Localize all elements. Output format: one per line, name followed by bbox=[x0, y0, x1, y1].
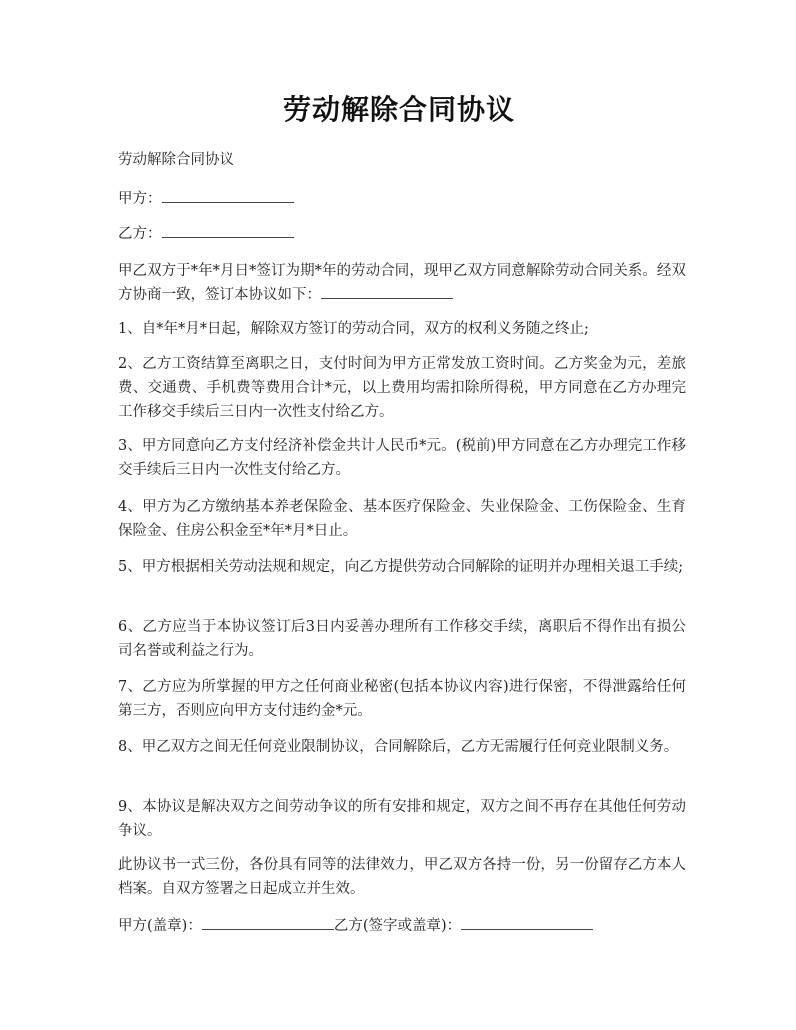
clause-2: 2、乙方工资结算至离职之日，支付时间为甲方正常发放工资时间。乙方奖金为元，差旅费、交通费、手机费等费用合计*元，以上费用均需扣除所得税，甲方同意在乙方办理完工作移交手续后三日内一次性支付给乙方。 bbox=[118, 356, 686, 420]
clause-7: 7、乙方应为所掌握的甲方之任何商业秘密(包括本协议内容)进行保密，不得泄露给任何第三方，否则应向甲方支付违约金*元。 bbox=[118, 679, 686, 719]
closing-paragraph: 此协议书一式三份，各份具有同等的法律效力，甲乙双方各持一份，另一份留存乙方本人档案。自双方签署之日起成立并生效。 bbox=[118, 857, 686, 897]
clause-3: 3、甲方同意向乙方支付经济补偿金共计人民币*元。(税前)甲方同意在乙方办理完工作移交手续后三日内一次性支付给乙方。 bbox=[118, 438, 686, 478]
party-b-label: 乙方： bbox=[118, 226, 162, 242]
party-a-label: 甲方： bbox=[118, 191, 162, 207]
party-a-line bbox=[118, 187, 686, 211]
clause-6: 6、乙方应当于本协议签订后3日内妥善办理所有工作移交手续，离职后不得作出有损公司名誉或利益之行为。 bbox=[118, 619, 686, 659]
clause-1: 1、自*年*月*日起，解除双方签订的劳动合同，双方的权利义务随之终止; bbox=[118, 321, 589, 337]
document-title: 劳动解除合同协议 bbox=[282, 93, 515, 126]
sign-a-blank bbox=[202, 915, 334, 930]
document-subtitle: 劳动解除合同协议 bbox=[118, 152, 234, 168]
party-b-line bbox=[118, 222, 686, 246]
clause-4: 4、甲方为乙方缴纳基本养老保险金、基本医疗保险金、失业保险金、工伤保险金、生育保险金、住房公积金至*年*月*日止。 bbox=[118, 499, 686, 539]
sign-b-label: 乙方(签字或盖章)： bbox=[333, 918, 462, 934]
clause-8: 8、甲乙双方之间无任何竞业限制协议，合同解除后，乙方无需履行任何竞业限制义务。 bbox=[118, 739, 679, 755]
intro-text: 甲乙双方于*年*月日*签订为期*年的劳动合同，现甲乙双方同意解除劳动合同关系。经双方协商一致，签订本协议如下： bbox=[118, 263, 686, 303]
intro-paragraph bbox=[118, 259, 686, 307]
signature-line bbox=[118, 914, 686, 938]
intro-blank bbox=[321, 284, 453, 299]
party-a-blank bbox=[162, 188, 294, 203]
sign-b-blank bbox=[461, 915, 593, 930]
clause-9: 9、本协议是解决双方之间劳动争议的所有安排和规定，双方之间不再存在其他任何劳动争议。 bbox=[118, 799, 686, 839]
clause-5: 5、甲方根据相关劳动法规和规定，向乙方提供劳动合同解除的证明并办理相关退工手续; bbox=[118, 559, 684, 575]
party-b-blank bbox=[162, 223, 294, 238]
sign-a-label: 甲方(盖章)： bbox=[118, 918, 202, 934]
